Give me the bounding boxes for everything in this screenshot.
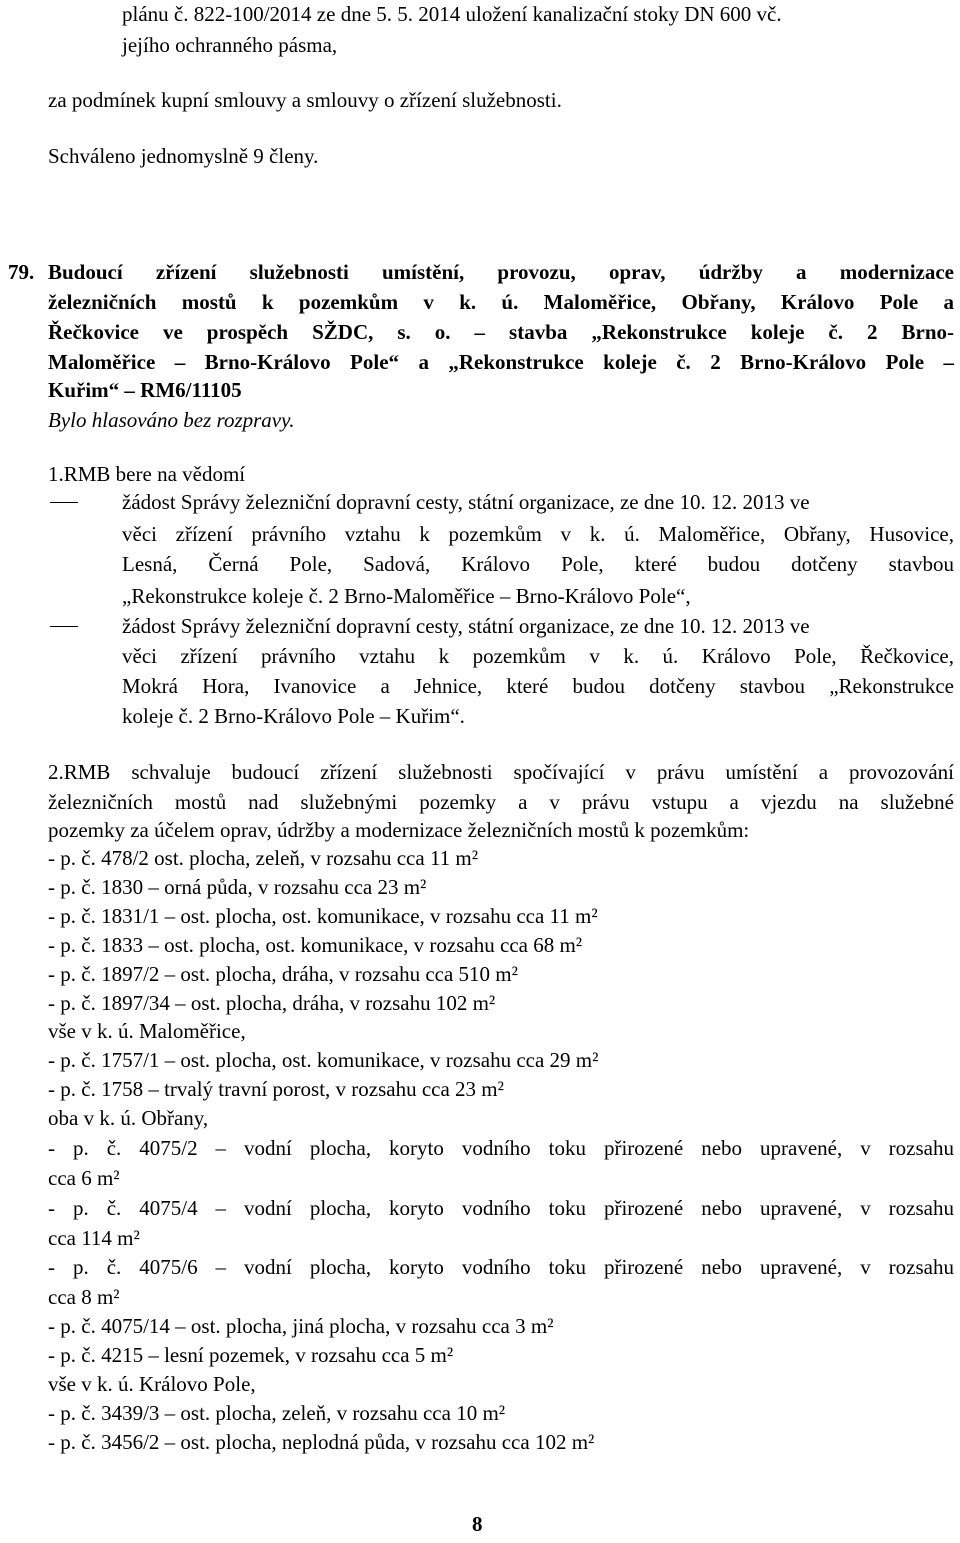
page-number: 8 bbox=[472, 1512, 483, 1536]
cadastral-area: vše v k. ú. Královo Pole, bbox=[48, 1372, 256, 1396]
resolution-text-line: 2.RMB schvaluje budoucí zřízení služebnosti spočívající v právu umístění a provozování bbox=[48, 760, 954, 784]
parcel-line: - p. č. 4215 – lesní pozemek, v rozsahu cca 5 m² bbox=[48, 1343, 454, 1367]
parcel-line: - p. č. 1757/1 – ost. plocha, ost. komunikace, v rozsahu cca 29 m² bbox=[48, 1048, 599, 1072]
parcel-line: - p. č. 1758 – trvalý travní porost, v rozsahu cca 23 m² bbox=[48, 1077, 504, 1101]
parcel-line: cca 8 m² bbox=[48, 1285, 120, 1309]
item-title-line: železničních mostů k pozemkům v k. ú. Maloměřice, Obřany, Královo Pole a bbox=[48, 290, 954, 314]
bullet-line: „Rekonstrukce koleje č. 2 Brno-Maloměřice – Brno-Královo Pole“, bbox=[122, 584, 691, 608]
parcel-line: - p. č. 1831/1 – ost. plocha, ost. komunikace, v rozsahu cca 11 m² bbox=[48, 904, 598, 928]
bullet-dash bbox=[50, 502, 78, 503]
parcel-line: - p. č. 1897/34 – ost. plocha, dráha, v rozsahu 102 m² bbox=[48, 991, 496, 1015]
text-line: plánu č. 822-100/2014 ze dne 5. 5. 2014 uložení kanalizační stoky DN 600 vč. bbox=[122, 2, 782, 26]
voting-note: Bylo hlasováno bez rozpravy. bbox=[48, 408, 295, 432]
parcel-line: - p. č. 1830 – orná půda, v rozsahu cca 23 m² bbox=[48, 875, 427, 899]
text-line: za podmínek kupní smlouvy a smlouvy o zřízení služebnosti. bbox=[48, 88, 562, 112]
parcel-line: - p. č. 478/2 ost. plocha, zeleň, v rozsahu cca 11 m² bbox=[48, 846, 479, 870]
bullet-dash bbox=[50, 626, 78, 627]
item-number: 79. bbox=[8, 260, 35, 284]
bullet-line: žádost Správy železniční dopravní cesty, státní organizace, ze dne 10. 12. 2013 ve bbox=[122, 490, 810, 514]
parcel-line: cca 6 m² bbox=[48, 1166, 120, 1190]
parcel-line: - p. č. 1833 – ost. plocha, ost. komunikace, v rozsahu cca 68 m² bbox=[48, 933, 583, 957]
approval-note: Schváleno jednomyslně 9 členy. bbox=[48, 144, 319, 168]
bullet-line: koleje č. 2 Brno-Královo Pole – Kuřim“. bbox=[122, 704, 465, 728]
cadastral-area: oba v k. ú. Obřany, bbox=[48, 1106, 209, 1130]
bullet-line: žádost Správy železniční dopravní cesty, státní organizace, ze dne 10. 12. 2013 ve bbox=[122, 614, 810, 638]
parcel-line: - p. č. 3439/3 – ost. plocha, zeleň, v rozsahu cca 10 m² bbox=[48, 1401, 506, 1425]
parcel-line: - p. č. 3456/2 – ost. plocha, neplodná půda, v rozsahu cca 102 m² bbox=[48, 1430, 595, 1454]
bullet-line: Mokrá Hora, Ivanovice a Jehnice, které budou dotčeny stavbou „Rekonstrukce bbox=[122, 674, 954, 698]
resolution-heading: 1.RMB bere na vědomí bbox=[48, 462, 246, 486]
cadastral-area: vše v k. ú. Maloměřice, bbox=[48, 1019, 246, 1043]
resolution-text-line: železničních mostů nad služebnými pozemky a v právu vstupu a vjezdu na služebné bbox=[48, 790, 954, 814]
bullet-line: věci zřízení právního vztahu k pozemkům v k. ú. Královo Pole, Řečkovice, bbox=[122, 644, 954, 668]
bullet-line: Lesná, Černá Pole, Sadová, Královo Pole, které budou dotčeny stavbou bbox=[122, 552, 954, 576]
parcel-line: - p. č. 1897/2 – ost. plocha, dráha, v rozsahu cca 510 m² bbox=[48, 962, 518, 986]
item-title-line: Budoucí zřízení služebnosti umístění, provozu, oprav, údržby a modernizace bbox=[48, 260, 954, 284]
parcel-line: - p. č. 4075/2 – vodní plocha, koryto vodního toku přirozené nebo upravené, v rozsahu bbox=[48, 1136, 954, 1160]
item-title-line: Maloměřice – Brno-Královo Pole“ a „Rekonstrukce koleje č. 2 Brno-Královo Pole – bbox=[48, 350, 954, 374]
item-title-line: Řečkovice ve prospěch SŽDC, s. o. – stavba „Rekonstrukce koleje č. 2 Brno- bbox=[48, 320, 954, 344]
parcel-line: - p. č. 4075/4 – vodní plocha, koryto vodního toku přirozené nebo upravené, v rozsahu bbox=[48, 1196, 954, 1220]
parcel-line: - p. č. 4075/14 – ost. plocha, jiná plocha, v rozsahu cca 3 m² bbox=[48, 1314, 554, 1338]
text-line: jejího ochranného pásma, bbox=[122, 33, 338, 57]
parcel-line: cca 114 m² bbox=[48, 1226, 140, 1250]
parcel-line: - p. č. 4075/6 – vodní plocha, koryto vodního toku přirozené nebo upravené, v rozsahu bbox=[48, 1255, 954, 1279]
item-title-line: Kuřim“ – RM6/11105 bbox=[48, 378, 242, 402]
resolution-text-line: pozemky za účelem oprav, údržby a modernizace železničních mostů k pozemkům: bbox=[48, 818, 750, 842]
bullet-line: věci zřízení právního vztahu k pozemkům v k. ú. Maloměřice, Obřany, Husovice, bbox=[122, 522, 954, 546]
